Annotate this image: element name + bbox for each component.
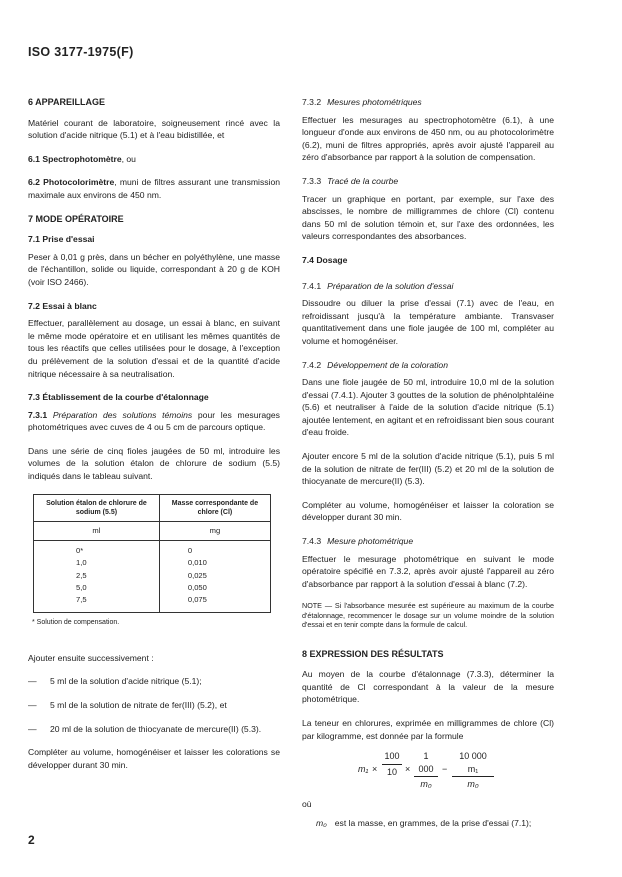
section-7-title: 7 MODE OPÉRATOIRE [28,213,124,224]
section-7-3-1-number: 7.3.1 [28,409,48,420]
table-unit-ml: ml [34,521,160,541]
list-dash: — [28,700,37,711]
section-6-2-title: 6.2 Photocolorimètre [28,177,115,188]
formula-f3-numerator: 10 000 m₁ [452,750,494,777]
section-7-3-3-label: Tracé de la courbe [327,175,399,186]
list-item-text: 5 ml de la solution de nitrate de fer(III) (5.2), et [50,700,227,711]
table-header-solution: Solution étalon de chlorure de sodium (5.5) [34,494,160,521]
m0-text: est la masse, en grammes, de la prise d'essai (7.1); [334,817,532,828]
formula-f3-denominator: m₀ [467,779,479,790]
list-item [28,723,280,736]
calibration-table [33,494,271,614]
list-item-text: 5 ml de la solution d'acide nitrique (5.1); [50,676,202,687]
right-column [302,96,554,840]
section-6-2-rest: , muni de filtres assurant une transmission maximale aux environs de 450 nm. [28,177,281,200]
section-7-3-1 [28,409,280,434]
formula-f2-numerator: 1 000 [414,750,438,777]
section-7-3-title: 7.3 Établissement de la courbe d'étalonnage [28,392,209,403]
document-id: ISO 3177-1975(F) [28,45,134,59]
section-7-3-2-label: Mesures photométriques [327,97,422,107]
formula-fraction-2 [414,750,438,791]
section-6-1-rest: , ou [121,153,136,164]
section-7-2-title: 7.2 Essai à blanc [28,300,97,311]
table-cell: 0 [187,546,193,556]
formula-fraction-1 [382,750,402,778]
section-8-title: 8 EXPRESSION DES RÉSULTATS [302,648,444,659]
section-6-1 [28,153,280,166]
formula-m1: m₁ [358,764,369,775]
table-cell: 0,025 [187,570,207,580]
list-dash: — [28,676,37,687]
add-text: Ajouter ensuite successivement : [28,652,154,663]
table-footnote: * Solution de compensation. [32,619,120,627]
section-7-3-1-rest: pour les mesurages photométriques avec cuves de 4 ou 5 cm de parcours optique. [28,409,280,433]
table-cell: 2,5 [76,570,87,580]
section-7-1-text: Peser à 0,01 g près, dans un bécher en polyéthylène, une masse de l'échantillon, solide ou liquide, correspondant à 20 g de KOH (voir ISO 2466). [28,251,280,287]
section-8-text-1: Au moyen de la courbe d'étalonnage (7.3.3), déterminer la quantité de Cl correspondant à la valeur de la mesure photométrique. [302,669,554,705]
section-7-4-1-label: Préparation de la solution d'essai [327,280,454,291]
section-7-4-3-text: Effectuer le mesurage photométrique en suivant le mode opératoire spécifié en 7.3.2, après avoir ajusté l'appareil au zéro d'absorbance par rapport à la solution d'essai à blanc (7.2). [302,553,554,589]
section-7-4-2-title [302,359,554,372]
section-7-3-3-number: 7.3.3 [302,175,322,186]
section-7-2-text: Effectuer, parallèlement au dosage, un essai à blanc, en suivant le même mode opératoire et en utilisant les mêmes quantités de tous les réactifs que celles utilisées pour le dosage, à l'exception du prélèvement de la solution d'essai et de la quantité d'acide nitrique nécessaire à sa neutralisation. [28,318,280,379]
table-cell: 5,0 [76,582,87,592]
formula-times-1: × [372,764,378,775]
section-6-text: Matériel courant de laboratoire, soigneusement rincé avec la solution d'acide nitrique (5.1) et à l'eau bidistillée, et [28,117,280,141]
section-7-3-1-text: Dans une série de cinq fioles jaugées de 50 ml, introduire les volumes de la solution étalon de chlorure de sodium (5.5) indiqués dans le tableau suivant. [28,445,280,482]
section-7-3-3-text: Tracer un graphique en portant, par exemple, sur l'axe des abscisses, le nombre de milligrammes de chlore (Cl) contenu dans 50 ml de solution témoin et, sur l'axe des ordonnées, les valeurs correspondantes des absorbances. [302,193,554,242]
final-text: Compléter au volume, homogénéiser et laisser les colorations se développer durant 30 min. [28,747,280,770]
section-6-1-title: 6.1 Spectrophotomètre [28,153,122,164]
formula-f1-numerator: 100 [382,750,402,765]
note: NOTE — Si l'absorbance mesurée est supérieure au maximum de la courbe d'étalonnage, recommencer le dosage sur un volume moindre de la solution d'essai et en tenir compte dans la formule de calcul. [302,601,554,630]
section-7-1-title: 7.1 Prise d'essai [28,234,95,245]
section-7-3-2-text: Effectuer les mesurages au spectrophotomètre (6.1), à une longueur d'onde aux environs de 450 nm, ou au photocolorimètre (6.2), muni de filtres appropriés, après avoir ajusté l'appareil au zéro d'absorbance par rapport à la solution de compensation. [302,114,554,163]
table-cell: 7,5 [76,595,87,605]
section-7-4-2-label: Développement de la coloration [327,359,448,370]
formula-minus: − [442,764,448,775]
section-7-3-1-title: Préparation des solutions témoins [52,409,193,420]
table-values-mass [159,541,270,613]
section-7-4-2-text-2: Ajouter encore 5 ml de la solution d'acide nitrique (5.1), puis 5 ml de la solution de nitrate de fer(III) (5.2) et 20 ml de la solution de thiocyanate de mercure(II) (5.3). [302,451,554,487]
m0-definition [302,817,554,830]
section-7-4-3-number: 7.4.3 [302,536,322,547]
section-7-4-2-number: 7.4.2 [302,359,322,370]
section-7-3-3-title [302,175,554,188]
table-cell: 0* [76,546,84,556]
section-7-4-1-number: 7.4.1 [302,280,322,291]
section-7-4-title: 7.4 Dosage [302,254,348,265]
page-number: 2 [28,833,35,847]
section-7-4-2-text-1: Dans une fiole jaugée de 50 ml, introduire 10,0 ml de la solution d'essai (7.4.1). Ajouter 3 gouttes de la solution de phénolphtaléine (5.6) et neutraliser à l'aide de la solution d'acide nitrique (5.1) ajoutée lentement, en agitant et en refroidissant bien sous courant d'eau froide. [302,377,554,438]
table-cell: 1,0 [76,558,87,568]
formula [302,746,554,792]
list-item [28,675,280,688]
ou-text: où [302,799,312,810]
table-cell: 0,075 [187,595,207,605]
section-7-4-2-text-3: Compléter au volume, homogénéiser et laisser la coloration se développer durant 30 min. [302,499,554,523]
m0-symbol: m₀ [316,817,327,828]
list-item [28,699,280,712]
table-cell: 0,010 [187,558,207,568]
section-7-4-3-label: Mesure photométrique [327,536,414,547]
section-8-text-2: La teneur en chlorures, exprimée en milligrammes de chlore (Cl) par kilogramme, est donnée par la formule [302,718,554,741]
table-header-mass: Masse correspondante de chlore (Cl) [159,494,270,521]
section-6-2 [28,176,280,201]
section-7-3-2-number: 7.3.2 [302,97,322,107]
formula-times-2: × [405,764,411,775]
table-unit-mg: mg [159,521,270,541]
list-dash: — [28,723,37,734]
formula-f1-denominator: 10 [386,766,397,777]
section-7-4-1-text: Dissoudre ou diluer la prise d'essai (7.1) avec de l'eau, en refroidissant jusqu'à la température ambiante. Transvaser quantitativement dans une fiole jaugée de 100 ml, compléter au volume et homogénéiser. [302,298,554,346]
section-7-3-2-title [302,96,554,109]
left-column [28,96,280,782]
section-7-4-1-title [302,280,554,293]
formula-fraction-3 [452,750,494,791]
section-6-title: 6 APPAREILLAGE [28,97,106,107]
section-7-4-3-title [302,535,554,548]
table-values-solution [34,541,160,613]
list-item-text: 20 ml de la solution de thiocyanate de mercure(II) (5.3). [50,723,262,734]
table-cell: 0,050 [187,582,207,592]
formula-f2-denominator: m₀ [420,779,432,790]
